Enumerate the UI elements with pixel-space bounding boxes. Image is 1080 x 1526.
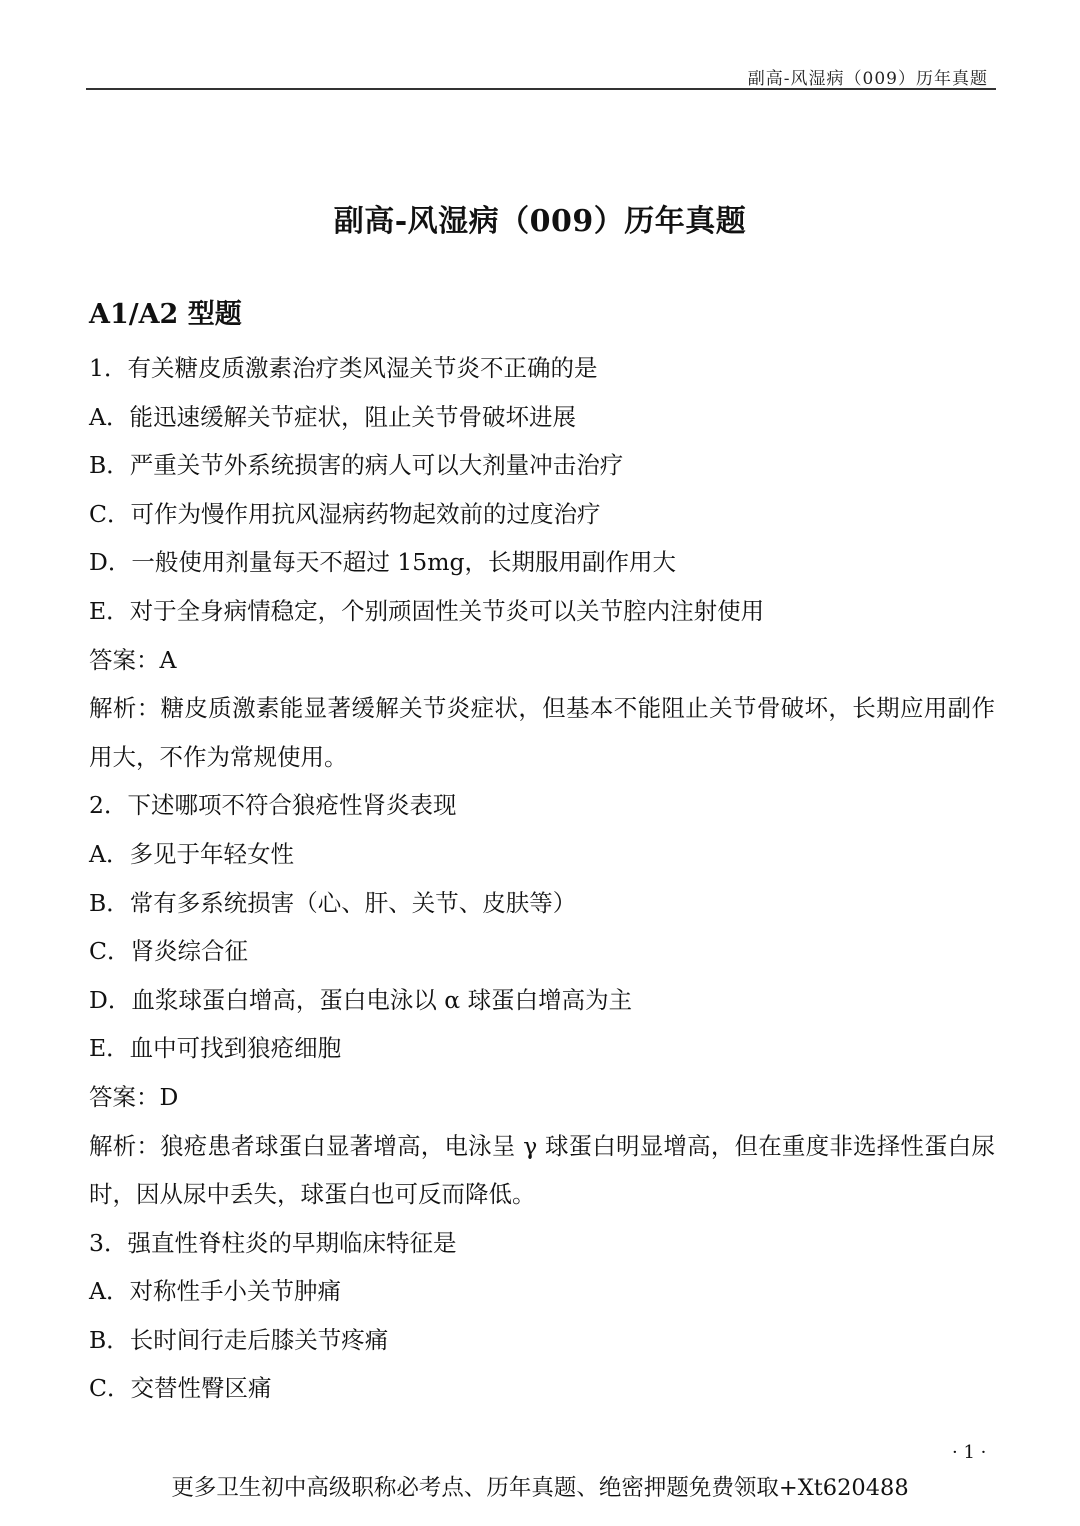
question-1-answer: 答案：A	[89, 645, 177, 674]
question-2-answer: 答案：D	[89, 1082, 179, 1111]
question-2-stem: 2．下述哪项不符合狼疮性肾炎表现	[89, 791, 457, 820]
running-header: 副高-风湿病（009）历年真题	[747, 69, 988, 89]
question-2-option-b: B．常有多系统损害（心、肝、关节、皮肤等）	[89, 888, 577, 917]
question-2-option-e: E．血中可找到狼疮细胞	[89, 1034, 342, 1063]
question-1-option-a: A．能迅速缓解关节症状，阻止关节骨破坏进展	[89, 402, 576, 431]
question-1-option-d: D．一般使用剂量每天不超过 15mg，长期服用副作用大	[89, 548, 677, 577]
question-2-option-c: C．肾炎综合征	[89, 937, 248, 966]
question-1-option-e: E．对于全身病情稳定，个别顽固性关节炎可以关节腔内注射使用	[89, 596, 765, 625]
question-1-option-c: C．可作为慢作用抗风湿病药物起效前的过度治疗	[89, 499, 601, 528]
footer-promo: 更多卫生初中高级职称必考点、历年真题、绝密押题免费领取+Xt620488	[171, 1475, 909, 1501]
header-rule	[86, 88, 996, 90]
question-3-stem: 3．强直性脊柱炎的早期临床特征是	[89, 1228, 457, 1257]
question-3-option-c: C．交替性臀区痛	[89, 1374, 272, 1403]
question-3-option-a: A．对称性手小关节肿痛	[89, 1277, 341, 1306]
question-1-analysis: 解析：糖皮质激素能显著缓解关节炎症状，但基本不能阻止关节骨破坏，长期应用副作用大，不作为常规使用。	[89, 694, 995, 771]
question-2-analysis: 解析：狼疮患者球蛋白显著增高，电泳呈 γ 球蛋白明显增高，但在重度非选择性蛋白尿时，因从尿中丢失，球蛋白也可反而降低。	[89, 1131, 995, 1209]
page-number: · 1 ·	[952, 1442, 987, 1463]
section-heading: A1/A2 型题	[89, 299, 242, 330]
question-3-option-b: B．长时间行走后膝关节疼痛	[89, 1325, 389, 1354]
document-title: 副高-风湿病（009）历年真题	[333, 204, 747, 239]
question-1-stem: 1．有关糖皮质激素治疗类风湿关节炎不正确的是	[89, 354, 598, 382]
question-1-option-b: B．严重关节外系统损害的病人可以大剂量冲击治疗	[89, 451, 624, 480]
question-2-option-a: A．多见于年轻女性	[89, 839, 294, 868]
question-2-option-d: D．血浆球蛋白增高，蛋白电泳以 α 球蛋白增高为主	[89, 985, 633, 1014]
document-body	[89, 344, 995, 1413]
